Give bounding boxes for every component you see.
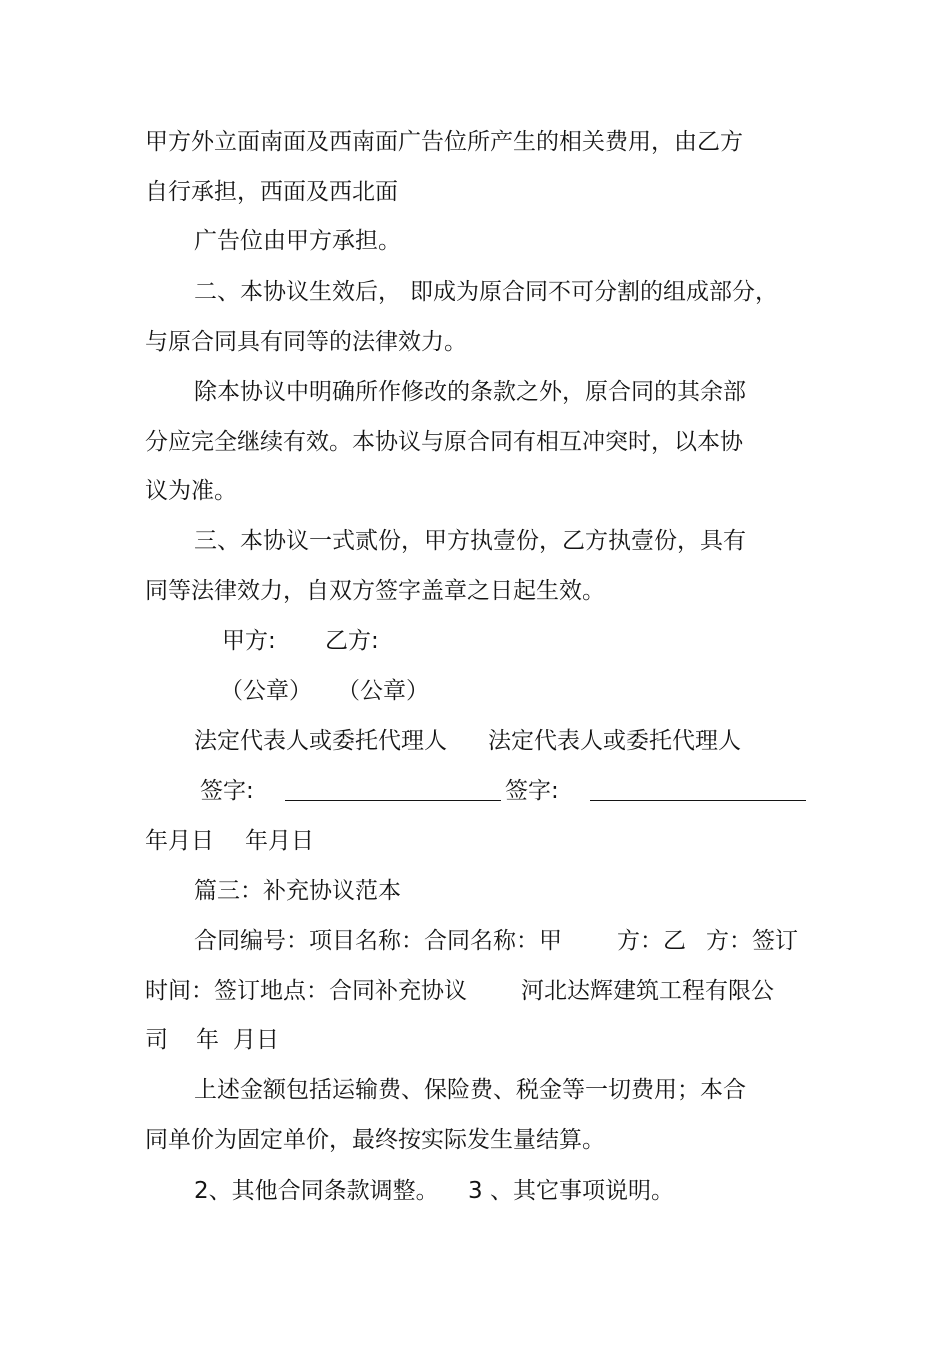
text-line: 月日: [233, 1027, 279, 1053]
text-line: 分应完全继续有效。本协议与原合同有相互冲突时，以本协: [145, 429, 743, 455]
signature-line-a: [285, 800, 501, 801]
signature-label-a: 签字:: [200, 778, 254, 804]
section-heading: 篇三：补充协议范本: [194, 878, 401, 904]
text-line: 方：签订: [706, 928, 798, 954]
representative-label-a: 法定代表人或委托代理人: [194, 728, 447, 754]
text-line: 方：乙: [617, 928, 686, 954]
text-line: 3 、其它事项说明。: [468, 1178, 674, 1204]
text-line: 自行承担，西面及西北面: [145, 179, 398, 205]
representative-label-b: 法定代表人或委托代理人: [488, 728, 741, 754]
date-label-b: 年月日: [245, 828, 314, 854]
text-line: 同等法律效力，自双方签字盖章之日起生效。: [145, 578, 605, 604]
text-line: 合同编号：项目名称：合同名称：甲: [194, 928, 562, 954]
text-line: 广告位由甲方承担。: [194, 228, 401, 254]
text-line: 上述金额包括运输费、保险费、税金等一切费用；本合: [194, 1077, 746, 1103]
seal-label-a: （公章）: [220, 678, 312, 704]
text-line: 时间：签订地点：合同补充协议: [145, 978, 467, 1004]
text-line: 三、本协议一式贰份，甲方执壹份，乙方执壹份，具有: [194, 528, 746, 554]
text-line: 二、本协议生效后，: [194, 279, 401, 305]
date-label-a: 年月日: [145, 828, 214, 854]
signature-line-b: [590, 800, 806, 801]
text-line: 2、其他合同条款调整。: [194, 1178, 439, 1204]
text-line: 即成为原合同不可分割的组成部分，: [410, 279, 778, 305]
seal-label-b: （公章）: [337, 678, 429, 704]
text-line: 年: [196, 1027, 219, 1053]
signature-label-b: 签字:: [505, 778, 559, 804]
text-line: 甲方外立面南面及西南面广告位所产生的相关费用，由乙方: [145, 129, 743, 155]
party-a-label: 甲方:: [222, 628, 276, 654]
text-line: 与原合同具有同等的法律效力。: [145, 329, 467, 355]
text-line: 司: [145, 1027, 168, 1053]
text-line: 除本协议中明确所作修改的条款之外，原合同的其余部: [194, 379, 746, 405]
text-line: 议为准。: [145, 478, 237, 504]
party-b-label: 乙方:: [325, 628, 379, 654]
text-line: 同单价为固定单价，最终按实际发生量结算。: [145, 1127, 605, 1153]
text-line: 河北达辉建筑工程有限公: [521, 978, 774, 1004]
